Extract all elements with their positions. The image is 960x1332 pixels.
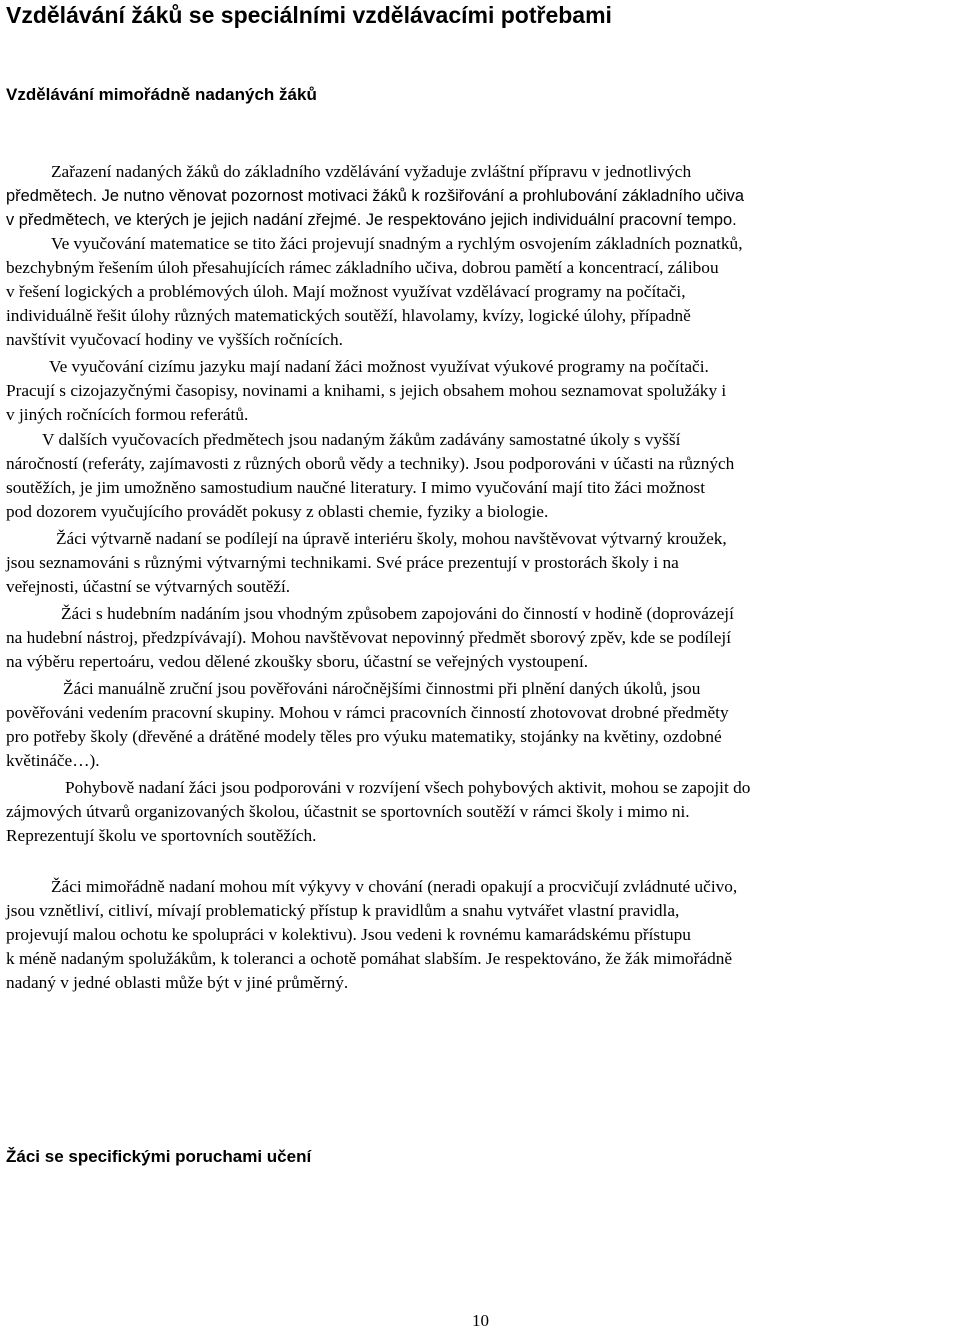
text-line: Žáci výtvarně nadaní se podílejí na úpravě interiéru školy, mohou navštěvovat výtvarný kroužek, bbox=[56, 529, 727, 548]
text-line: Ve vyučování matematice se tito žáci projevují snadným a rychlým osvojením základních poznatků, bbox=[51, 234, 743, 253]
text-line: nadaný v jedné oblasti může být v jiné průměrný. bbox=[6, 973, 349, 992]
text-line: Pracují s cizojazyčnými časopisy, novinami a knihami, s jejich obsahem mohou seznamovat spolužáky i bbox=[6, 381, 727, 400]
text-line: V dalších vyučovacích předmětech jsou nadaným žákům zadávány samostatné úkoly s vyšší bbox=[42, 430, 681, 449]
text-line: Žáci mimořádně nadaní mohou mít výkyvy v chování (neradi opakují a procvičují zvládnuté učivo, bbox=[51, 877, 738, 896]
text-line: na hudební nástroj, předzpívávají). Mohou navštěvovat nepovinný předmět sborový zpěv, kde se podílejí bbox=[6, 628, 731, 647]
text-line: náročností (referáty, zajímavosti z různých oborů vědy a techniky). Jsou podporováni v účasti na různých bbox=[6, 454, 735, 473]
text-line: Žáci s hudebním nadáním jsou vhodným způsobem zapojováni do činností v hodině (doprovázejí bbox=[61, 604, 734, 623]
text-line: Reprezentují školu ve sportovních soutěžích. bbox=[6, 826, 317, 845]
section-heading-gifted: Vzdělávání mimořádně nadaných žáků bbox=[6, 85, 317, 104]
text-line: v jiných ročnících formou referátů. bbox=[6, 405, 249, 424]
text-line: Zařazení nadaných žáků do základního vzdělávání vyžaduje zvláštní přípravu v jednotlivých bbox=[51, 162, 692, 181]
text-line: k méně nadaným spolužákům, k toleranci a ochotě pomáhat slabším. Je respektováno, že žák mimořádně bbox=[6, 949, 733, 968]
text-line: v řešení logických a problémových úloh. Mají možnost využívat vzdělávací programy na počítači, bbox=[6, 282, 686, 301]
text-line: zájmových útvarů organizovaných školou, účastnit se sportovních soutěží v rámci školy i mimo ni. bbox=[6, 802, 690, 821]
text-line: v předmětech, ve kterých je jejich nadání zřejmé. Je respektováno jejich individuální pracovní tempo. bbox=[6, 211, 737, 229]
text-line: projevují malou ochotu ke spolupráci v kolektivu). Jsou vedeni k rovnému kamarádskému přístupu bbox=[6, 925, 691, 944]
page-title: Vzdělávání žáků se speciálními vzdělávacími potřebami bbox=[6, 2, 612, 28]
text-line: na výběru repertoáru, vedou dělené zkoušky sboru, účastní se veřejných vystoupení. bbox=[6, 652, 589, 671]
text-line: bezchybným řešením úloh přesahujících rámec základního učiva, dobrou pamětí a koncentrací, zálibou bbox=[6, 258, 719, 277]
text-line: předmětech. Je nutno věnovat pozornost motivaci žáků k rozšiřování a prohlubování základního učiva bbox=[6, 187, 744, 205]
text-line: veřejnosti, účastní se výtvarných soutěží. bbox=[6, 577, 291, 596]
text-line: individuálně řešit úlohy různých matematických soutěží, hlavolamy, kvízy, logické úlohy, případně bbox=[6, 306, 691, 325]
text-line: Pohybově nadaní žáci jsou podporováni v rozvíjení všech pohybových aktivit, mohou se zapojit do bbox=[65, 778, 751, 797]
text-line: Ve vyučování cizímu jazyku mají nadaní žáci možnost využívat výukové programy na počítači. bbox=[49, 357, 709, 376]
text-line: soutěžích, je jim umožněno samostudium naučné literatury. I mimo vyučování mají tito žáci možnost bbox=[6, 478, 706, 497]
text-line: pro potřeby školy (dřevěné a drátěné modely těles pro výuku matematiky, stojánky na květiny, ozdobné bbox=[6, 727, 722, 746]
page-number: 10 bbox=[472, 1311, 489, 1330]
text-line: květináče…). bbox=[6, 751, 100, 770]
text-line: jsou vznětliví, citliví, mívají problematický přístup k pravidlům a snahu vytvářet vlastní pravidla, bbox=[6, 901, 680, 920]
text-line: jsou seznamováni s různými výtvarnými technikami. Své práce prezentují v prostorách školy i na bbox=[6, 553, 679, 572]
text-line: pověřováni vedením pracovní skupiny. Mohou v rámci pracovních činností zhotovovat drobné předměty bbox=[6, 703, 729, 722]
text-line: navštívit vyučovací hodiny ve vyšších ročnících. bbox=[6, 330, 343, 349]
text-line: pod dozorem vyučujícího provádět pokusy z oblasti chemie, fyziky a biologie. bbox=[6, 502, 549, 521]
section-heading-learning-disorders: Žáci se specifickými poruchami učení bbox=[6, 1147, 312, 1166]
text-line: Žáci manuálně zruční jsou pověřováni náročnějšími činnostmi při plnění daných úkolů, jsou bbox=[63, 679, 701, 698]
